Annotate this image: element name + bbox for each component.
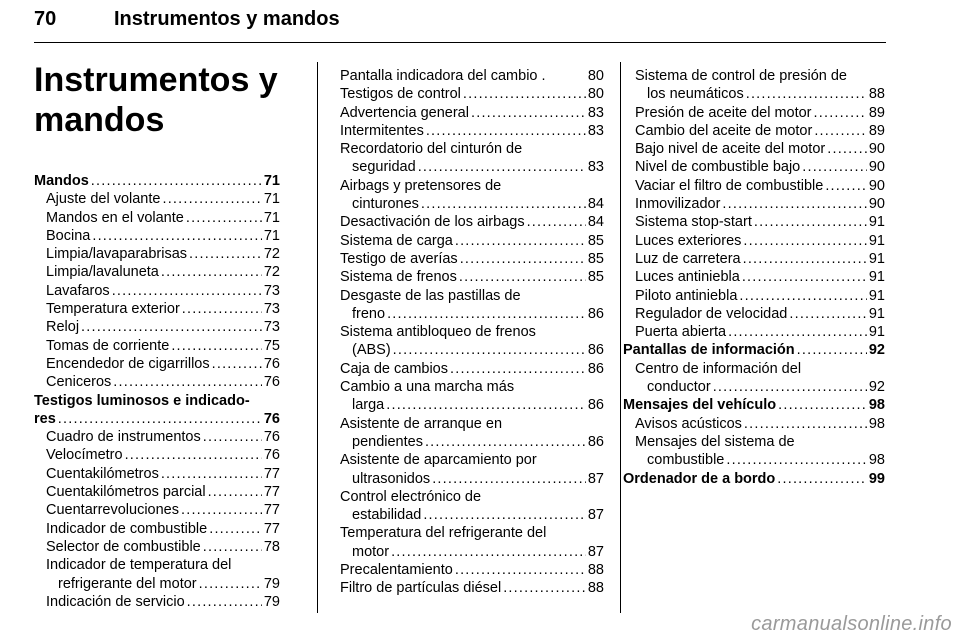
leader-dots — [463, 85, 586, 103]
watermark: carmanualsonline.info — [751, 613, 952, 635]
leader-dots — [181, 501, 262, 519]
toc-page: 72 — [263, 264, 280, 281]
toc-page: 72 — [263, 246, 280, 263]
toc-label: Indicador de temperatura del — [46, 557, 232, 574]
toc-section-testigos[interactable] — [34, 392, 280, 410]
toc-entry[interactable] — [340, 268, 604, 286]
toc-label: Ajuste del volante — [46, 191, 161, 208]
toc-page: 90 — [868, 159, 885, 176]
toc-page: 71 — [263, 227, 280, 244]
toc-entry[interactable] — [34, 556, 280, 574]
toc-page: 71 — [263, 173, 280, 189]
toc-page: 84 — [587, 214, 604, 231]
toc-entry[interactable] — [34, 209, 280, 227]
toc-label: Advertencia general — [340, 104, 469, 121]
toc-label: Precalentamiento — [340, 562, 453, 579]
toc-label: Mensajes del sistema de — [635, 433, 795, 450]
toc-page: 80 — [587, 86, 604, 103]
toc-label: Regulador de velocidad — [635, 305, 788, 322]
toc-entry-cont[interactable] — [34, 575, 280, 593]
toc-page: 99 — [868, 470, 885, 487]
toc-label: conductor — [647, 379, 711, 396]
toc-page: 90 — [868, 141, 885, 158]
leader-dots — [432, 470, 586, 488]
toc-entry[interactable] — [34, 373, 280, 391]
toc-entry[interactable] — [34, 190, 280, 208]
toc-entry[interactable] — [635, 140, 885, 158]
toc-page: 83 — [587, 159, 604, 176]
toc-entry[interactable] — [340, 579, 604, 597]
toc-label: combustible — [647, 452, 725, 469]
toc-entry[interactable] — [340, 524, 604, 542]
toc-label: motor — [352, 543, 390, 560]
toc-entry[interactable] — [635, 195, 885, 213]
column-divider — [620, 62, 621, 613]
toc-label: seguridad — [352, 159, 416, 176]
toc-page: 87 — [587, 470, 604, 487]
toc-entry[interactable] — [635, 287, 885, 305]
leader-dots — [754, 213, 867, 231]
toc-label: Sistema de control de presión de — [635, 68, 847, 84]
leader-dots — [722, 195, 866, 213]
toc-label: Intermitentes — [340, 122, 424, 139]
toc-label: Centro de información del — [635, 360, 802, 377]
toc-page: 98 — [868, 452, 885, 469]
toc-label: Luz de carretera — [635, 250, 741, 267]
leader-dots — [125, 446, 262, 464]
toc-label: los neumáticos — [647, 86, 744, 103]
leader-dots — [162, 190, 261, 208]
toc-entry[interactable] — [340, 451, 604, 469]
toc-entry[interactable] — [340, 213, 604, 231]
toc-label: Testigo de averías — [340, 250, 458, 267]
toc-page: 86 — [587, 397, 604, 414]
toc-entry-cont[interactable] — [340, 433, 604, 451]
leader-dots — [425, 433, 586, 451]
toc-page: 71 — [263, 209, 280, 226]
leader-dots — [203, 428, 262, 446]
leader-dots — [450, 360, 586, 378]
toc-entry[interactable] — [340, 378, 604, 396]
toc-entry[interactable] — [34, 483, 280, 501]
toc-section-testigos-cont[interactable] — [34, 410, 280, 428]
leader-dots — [161, 465, 262, 483]
toc-entry-cont[interactable] — [340, 158, 604, 176]
leader-dots — [171, 337, 262, 355]
toc-entry[interactable] — [635, 122, 885, 140]
toc-page: 91 — [868, 287, 885, 304]
toc-label: Presión de aceite del motor — [635, 104, 812, 121]
toc-label: Cambio a una marcha más — [340, 379, 515, 396]
toc-label: Asistente de arranque en — [340, 415, 503, 432]
leader-dots — [112, 282, 262, 300]
toc-page: 73 — [263, 301, 280, 318]
leader-dots — [113, 373, 262, 391]
chapter-title — [34, 60, 294, 140]
toc-label: Bajo nivel de aceite del motor — [635, 141, 826, 158]
toc-entry-cont[interactable] — [635, 451, 885, 469]
toc-entry[interactable] — [34, 465, 280, 483]
toc-entry[interactable] — [635, 213, 885, 231]
toc-page: 91 — [868, 232, 885, 249]
toc-entry[interactable] — [635, 433, 885, 451]
toc-label: freno — [352, 305, 386, 322]
toc-entry-cont[interactable] — [340, 305, 604, 323]
leader-dots — [426, 122, 586, 140]
toc-page: 76 — [263, 374, 280, 391]
toc-entry-cont[interactable] — [340, 341, 604, 359]
toc-label: Testigos luminosos e indicado- — [34, 392, 250, 409]
toc-section-mensajes[interactable] — [623, 396, 885, 414]
leader-dots — [743, 232, 866, 250]
toc-section-ordenador[interactable] — [623, 470, 885, 488]
toc-label: Vaciar el filtro de combustible — [635, 177, 824, 194]
leader-dots — [728, 323, 867, 341]
page-header — [34, 6, 886, 44]
toc-entry[interactable] — [340, 250, 604, 268]
toc-label: Encendedor de cigarrillos — [46, 355, 210, 372]
toc-label: Asistente de aparcamiento por — [340, 452, 537, 469]
toc-label: cinturones — [352, 196, 419, 213]
toc-entry[interactable] — [635, 104, 885, 122]
leader-dots — [713, 378, 867, 396]
toc-entry[interactable] — [340, 232, 604, 250]
toc-label: Cuentakilómetros parcial — [46, 484, 206, 501]
toc-label: Caja de cambios — [340, 360, 448, 377]
toc-page: 98 — [868, 397, 885, 414]
toc-label: Piloto antiniebla — [635, 287, 738, 304]
toc-page: 91 — [868, 324, 885, 341]
toc-page: 86 — [587, 360, 604, 377]
toc-label: Mandos — [34, 173, 89, 189]
toc-page: 84 — [587, 196, 604, 213]
toc-label: Pantallas de información — [623, 342, 795, 359]
leader-dots — [423, 506, 586, 524]
toc-entry[interactable] — [635, 415, 885, 433]
toc-entry[interactable] — [340, 85, 604, 103]
toc-page: 91 — [868, 269, 885, 286]
leader-dots — [386, 396, 586, 414]
toc-page: 77 — [263, 484, 280, 501]
chapter-title-line1: Instrumentos y — [34, 61, 278, 99]
toc-entry[interactable] — [34, 227, 280, 245]
toc-page: 78 — [263, 538, 280, 555]
leader-dots — [186, 209, 262, 227]
toc-entry[interactable] — [34, 538, 280, 556]
toc-page: 91 — [868, 214, 885, 231]
toc-entry[interactable] — [34, 355, 280, 373]
leader-dots — [209, 520, 262, 538]
leader-dots — [827, 140, 867, 158]
toc-label: Velocímetro — [46, 447, 123, 464]
toc-column-2 — [340, 67, 604, 598]
leader-dots — [455, 561, 586, 579]
toc-page: 89 — [868, 104, 885, 121]
toc-column-1 — [34, 172, 280, 611]
toc-entry[interactable] — [340, 415, 604, 433]
toc-entry[interactable] — [340, 323, 604, 341]
toc-label: Mensajes del vehículo — [623, 397, 777, 414]
leader-dots — [92, 227, 262, 245]
page-number: 70 — [34, 8, 57, 30]
toc-entry[interactable] — [34, 593, 280, 611]
leader-dots — [187, 593, 262, 611]
leader-dots — [418, 158, 586, 176]
toc-label: Luces antiniebla — [635, 269, 740, 286]
toc-label: refrigerante del motor — [58, 575, 197, 592]
toc-page: 91 — [868, 305, 885, 322]
toc-label: Bocina — [46, 227, 91, 244]
toc-label: Airbags y pretensores de — [340, 177, 502, 194]
toc-entry[interactable] — [635, 158, 885, 176]
leader-dots — [789, 305, 867, 323]
toc-entry[interactable] — [635, 232, 885, 250]
toc-entry[interactable] — [340, 488, 604, 506]
toc-entry[interactable] — [34, 282, 280, 300]
leader-dots — [742, 268, 867, 286]
toc-label: Reloj — [46, 319, 80, 336]
leader-dots — [460, 250, 586, 268]
leader-dots — [161, 263, 262, 281]
toc-label: Temperatura del refrigerante del — [340, 525, 547, 542]
toc-page: 71 — [263, 191, 280, 208]
toc-page: 76 — [263, 355, 280, 372]
toc-page: 90 — [868, 196, 885, 213]
leader-dots — [393, 341, 586, 359]
toc-page: 77 — [263, 502, 280, 519]
toc-entry[interactable] — [340, 104, 604, 122]
toc-page: 79 — [263, 575, 280, 592]
toc-entry[interactable] — [34, 263, 280, 281]
leader-dots — [777, 470, 867, 488]
toc-page: 87 — [587, 507, 604, 524]
toc-page: 76 — [263, 429, 280, 446]
toc-entry[interactable] — [340, 287, 604, 305]
leader-dots — [743, 250, 867, 268]
toc-entry[interactable] — [635, 268, 885, 286]
toc-label: Cuadro de instrumentos — [46, 429, 201, 446]
running-title: Instrumentos y mandos — [114, 8, 340, 30]
leader-dots — [527, 213, 586, 231]
leader-dots — [203, 538, 262, 556]
toc-page: 86 — [587, 342, 604, 359]
toc-label: Limpia/lavaluneta — [46, 264, 159, 281]
toc-entry[interactable] — [34, 520, 280, 538]
toc-page: 89 — [868, 122, 885, 139]
toc-entry[interactable] — [340, 67, 604, 85]
toc-page: 88 — [587, 562, 604, 579]
leader-dots — [199, 575, 262, 593]
leader-dots — [825, 177, 867, 195]
toc-page: 85 — [587, 250, 604, 267]
toc-entry-cont[interactable] — [340, 396, 604, 414]
leader-dots — [726, 451, 866, 469]
toc-label: Filtro de partículas diésel — [340, 580, 502, 597]
toc-label: Pantalla indicadora del cambio . — [340, 68, 546, 84]
toc-label: Sistema stop-start — [635, 214, 752, 231]
toc-page: 90 — [868, 177, 885, 194]
toc-label: Desactivación de los airbags — [340, 214, 525, 231]
toc-label: Cuentakilómetros — [46, 465, 159, 482]
toc-label: (ABS) — [352, 342, 391, 359]
toc-entry[interactable] — [34, 501, 280, 519]
toc-label: Ceniceros — [46, 374, 112, 391]
header-rule — [34, 42, 886, 43]
toc-entry-cont[interactable] — [635, 85, 885, 103]
toc-page: 80 — [587, 68, 604, 84]
toc-label: Puerta abierta — [635, 324, 727, 341]
toc-page: 77 — [263, 520, 280, 537]
toc-entry-cont[interactable] — [340, 506, 604, 524]
toc-page: 86 — [587, 305, 604, 322]
toc-entry[interactable] — [340, 561, 604, 579]
toc-entry[interactable] — [340, 360, 604, 378]
toc-label: Avisos acústicos — [635, 415, 742, 432]
toc-section-mandos[interactable] — [34, 172, 280, 190]
toc-page: 88 — [868, 86, 885, 103]
toc-label: Sistema de frenos — [340, 269, 457, 286]
toc-label: Sistema antibloqueo de frenos — [340, 324, 536, 341]
toc-label: larga — [352, 397, 385, 414]
toc-entry[interactable] — [340, 177, 604, 195]
toc-label: ultrasonidos — [352, 470, 431, 487]
toc-page: 86 — [587, 433, 604, 450]
toc-label: Lavafaros — [46, 282, 110, 299]
toc-entry[interactable] — [34, 318, 280, 336]
toc-page: 79 — [263, 593, 280, 610]
leader-dots — [503, 579, 586, 597]
toc-entry[interactable] — [34, 300, 280, 318]
toc-label: Luces exteriores — [635, 232, 742, 249]
toc-page: 91 — [868, 250, 885, 267]
toc-page: 85 — [587, 269, 604, 286]
toc-entry[interactable] — [635, 67, 885, 85]
toc-entry[interactable] — [34, 245, 280, 263]
toc-label: Cuentarrevoluciones — [46, 502, 179, 519]
leader-dots — [739, 287, 866, 305]
toc-entry[interactable] — [34, 337, 280, 355]
leader-dots — [797, 341, 867, 359]
leader-dots — [391, 543, 586, 561]
toc-label: Temperatura exterior — [46, 301, 180, 318]
toc-entry[interactable] — [635, 323, 885, 341]
toc-label: Sistema de carga — [340, 232, 453, 249]
toc-page: 77 — [263, 465, 280, 482]
toc-entry-cont[interactable] — [635, 378, 885, 396]
leader-dots — [471, 104, 586, 122]
toc-label: Testigos de control — [340, 86, 461, 103]
toc-page: 76 — [263, 410, 280, 427]
toc-entry[interactable] — [34, 446, 280, 464]
leader-dots — [744, 415, 867, 433]
leader-dots — [58, 410, 262, 428]
leader-dots — [182, 300, 262, 318]
toc-page: 73 — [263, 282, 280, 299]
toc-label: Indicador de combustible — [46, 520, 208, 537]
toc-entry-cont[interactable] — [340, 195, 604, 213]
toc-page: 87 — [587, 543, 604, 560]
leader-dots — [459, 268, 586, 286]
toc-entry[interactable] — [635, 250, 885, 268]
toc-label: Recordatorio del cinturón de — [340, 141, 523, 158]
toc-page: 83 — [587, 104, 604, 121]
toc-label: res — [34, 410, 56, 427]
toc-label: Selector de combustible — [46, 538, 201, 555]
leader-dots — [778, 396, 867, 414]
toc-page: 76 — [263, 447, 280, 464]
toc-page: 75 — [263, 337, 280, 354]
chapter-title-line2: mandos — [34, 101, 165, 139]
leader-dots — [802, 158, 867, 176]
toc-label: Indicación de servicio — [46, 593, 185, 610]
leader-dots — [814, 122, 867, 140]
toc-label: pendientes — [352, 433, 423, 450]
toc-page: 73 — [263, 319, 280, 336]
toc-page: 83 — [587, 122, 604, 139]
toc-label: Control electrónico de — [340, 488, 482, 505]
leader-dots — [387, 305, 586, 323]
toc-label: Ordenador de a bordo — [623, 470, 776, 487]
toc-label: Nivel de combustible bajo — [635, 159, 801, 176]
toc-entry[interactable] — [340, 140, 604, 158]
toc-page: 88 — [587, 580, 604, 597]
toc-entry[interactable] — [635, 305, 885, 323]
leader-dots — [81, 318, 262, 336]
toc-entry[interactable] — [340, 122, 604, 140]
leader-dots — [746, 85, 867, 103]
toc-label: Desgaste de las pastillas de — [340, 287, 521, 304]
toc-page: 85 — [587, 232, 604, 249]
leader-dots — [91, 172, 262, 190]
leader-dots — [208, 483, 262, 501]
toc-page: 92 — [868, 379, 885, 396]
toc-section-pantallas[interactable] — [623, 341, 885, 359]
toc-label: Cambio del aceite de motor — [635, 122, 813, 139]
leader-dots — [814, 104, 867, 122]
toc-entry[interactable] — [635, 177, 885, 195]
toc-entry[interactable] — [34, 428, 280, 446]
leader-dots — [455, 232, 586, 250]
toc-label: Limpia/lavaparabrisas — [46, 246, 188, 263]
toc-column-3 — [623, 67, 885, 488]
column-divider — [317, 62, 318, 613]
toc-label: Tomas de corriente — [46, 337, 170, 354]
leader-dots — [212, 355, 262, 373]
toc-label: estabilidad — [352, 507, 422, 524]
toc-label: Mandos en el volante — [46, 209, 184, 226]
toc-page: 92 — [868, 342, 885, 359]
leader-dots — [421, 195, 586, 213]
leader-dots — [189, 245, 262, 263]
toc-entry[interactable] — [635, 360, 885, 378]
toc-entry-cont[interactable] — [340, 470, 604, 488]
toc-page: 98 — [868, 415, 885, 432]
toc-label: Inmovilizador — [635, 196, 721, 213]
toc-entry-cont[interactable] — [340, 543, 604, 561]
